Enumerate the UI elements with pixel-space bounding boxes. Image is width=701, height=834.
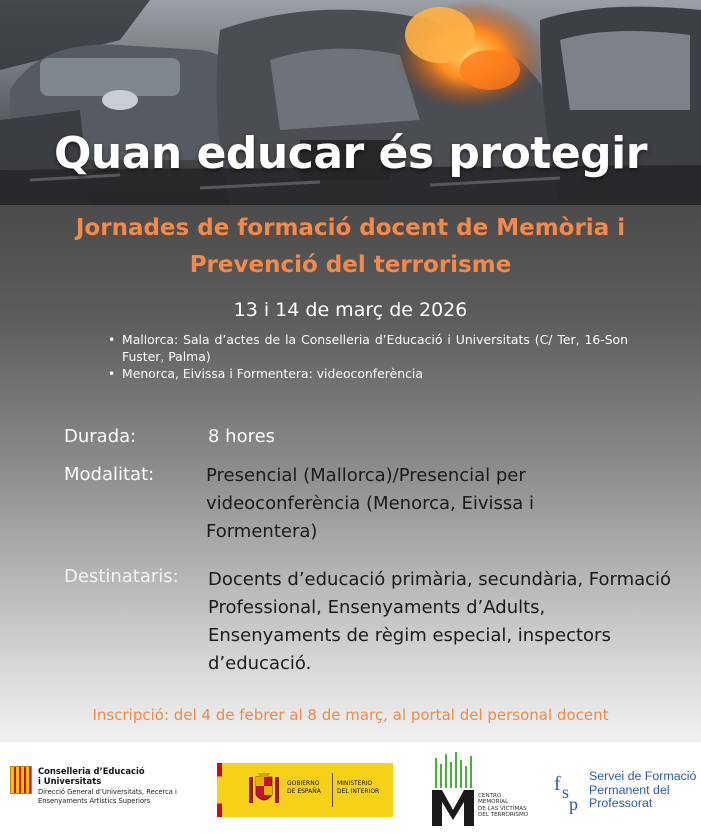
- page-title: Quan educar és protegir: [54, 128, 647, 179]
- conselleria-name: [38, 766, 198, 786]
- spain-coat-of-arms-icon: [247, 771, 281, 809]
- centro-memorial-logo: [430, 750, 540, 830]
- svg-text:p: p: [569, 794, 578, 814]
- centro-line-1: CENTRO: [478, 793, 502, 799]
- fsp-icon: [553, 770, 585, 816]
- gobierno-line-1: GOBIERNO: [287, 780, 320, 787]
- gobierno-text: [287, 780, 321, 796]
- centro-memorial-icon: [430, 750, 476, 828]
- destinataris-value: Docents d’educació primària, secundària, Formació Professional, Ensenyaments d’Adults, Ensenyaments de règim especial, inspectors d’educació.: [208, 569, 672, 674]
- durada-value: 8 hores: [208, 426, 276, 447]
- svg-text:s: s: [562, 782, 570, 802]
- destinataris-label: Destinataris:: [64, 566, 179, 587]
- centro-line-4: DEL TERRORISMO: [478, 812, 529, 819]
- ministerio-line-1: MINISTERIO: [337, 780, 373, 787]
- subtitle-line-2: Prevenció del terrorisme: [189, 252, 512, 278]
- modalitat-label: Modalitat:: [64, 464, 155, 485]
- ministerio-line-2: DEL INTERIOR: [337, 788, 380, 795]
- spain-flag-stripe: [217, 763, 222, 817]
- fsp-line-3: Professorat: [589, 796, 653, 810]
- venue-list: [108, 331, 628, 382]
- centro-line-2: MEMORIAL: [478, 799, 509, 806]
- conselleria-department: Direcció General d’Universitats, Recerca i Ensenyaments Artístics Superiors: [38, 788, 177, 805]
- balearic-flag-icon: [10, 766, 32, 794]
- fsp-line-1: Servei de Formació: [589, 769, 697, 783]
- gobierno-ministerio-logo: [217, 763, 393, 817]
- svg-text:f: f: [554, 773, 561, 795]
- centro-memorial-text: [478, 793, 548, 819]
- fsp-logo: [553, 770, 698, 822]
- conselleria-name-line-2: i Universitats: [38, 776, 102, 786]
- subtitle-line-1: Jornades de formació docent de Memòria i: [75, 215, 626, 241]
- fsp-text: [589, 770, 701, 811]
- conselleria-name-line-1: Conselleria d’Educació: [38, 766, 145, 776]
- fsp-line-2: Permanent del: [589, 782, 670, 797]
- gobierno-line-2: DE ESPAÑA: [287, 788, 321, 795]
- event-subtitle: [0, 210, 701, 284]
- modalitat-value: Presencial (Mallorca)/Presencial per videoconferència (Menorca, Eivissa i Formentera): [206, 465, 534, 542]
- logo-divider: [332, 773, 333, 807]
- registration-info: Inscripció: del 4 de febrer al 8 de març, al portal del personal docent: [92, 706, 609, 724]
- conselleria-logo: [10, 764, 200, 814]
- event-dates: 13 i 14 de març de 2026: [233, 299, 468, 321]
- centro-line-3: DE LAS VÍCTIMAS: [478, 805, 527, 812]
- durada-label: Durada:: [64, 426, 137, 447]
- venue-item-mallorca: • Mallorca: Sala d’actes de la Conselleria d’Educació i Universitats (C/ Ter, 16-Son Fuster, Palma): [108, 331, 628, 365]
- ministerio-text: [337, 780, 379, 796]
- venue-item-videoconference: • Menorca, Eivissa i Formentera: videoconferència: [108, 365, 628, 382]
- footer-logos: [0, 742, 701, 834]
